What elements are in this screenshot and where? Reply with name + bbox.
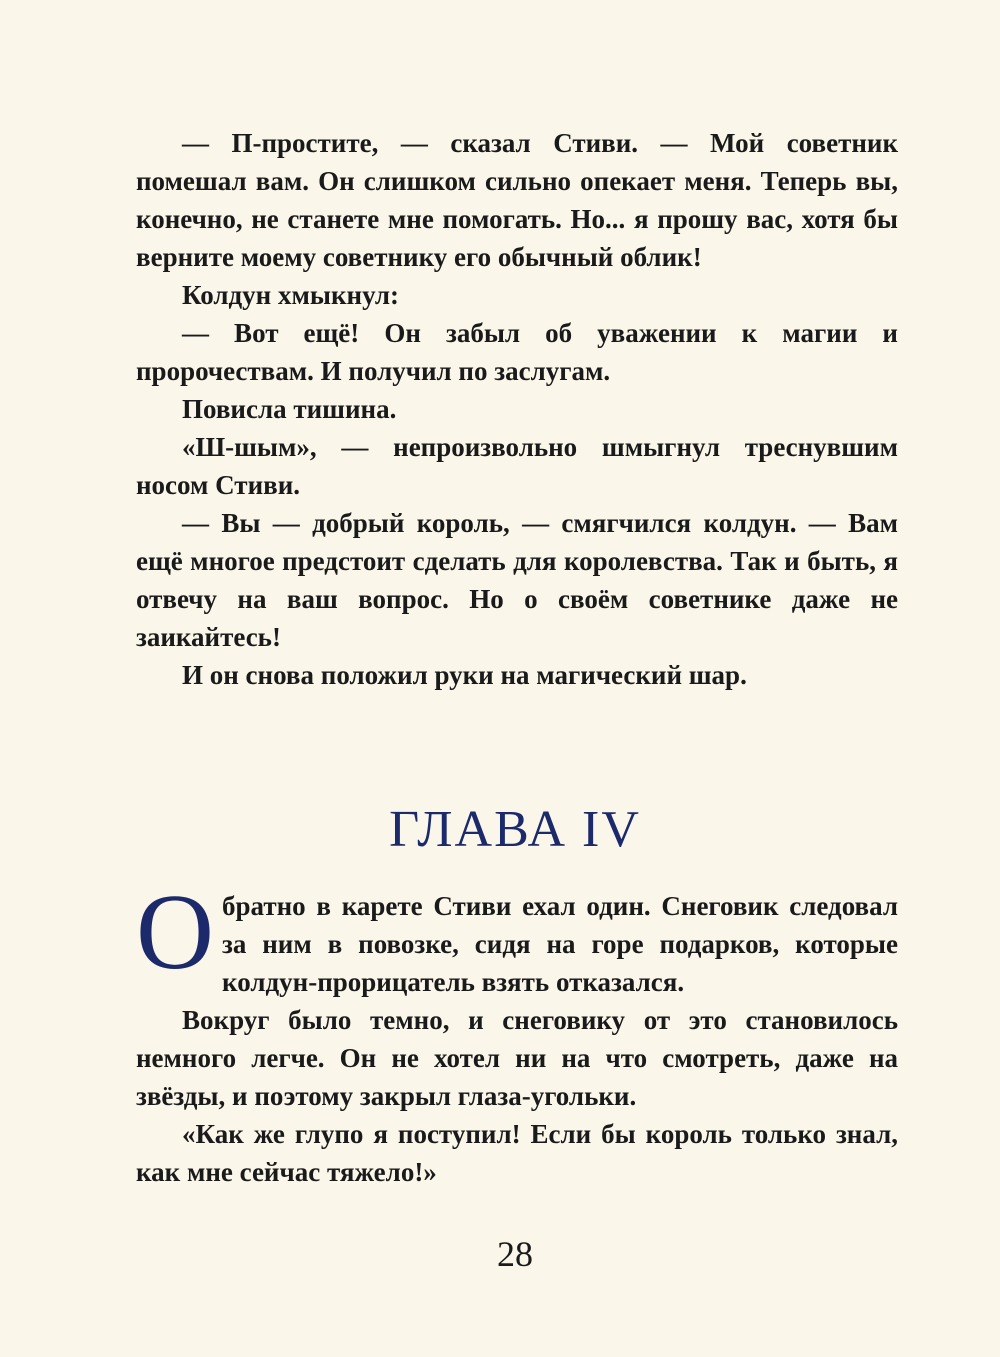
paragraph-3: — Вот ещё! Он забыл об уважении к магии и пророчествам. И получил по заслугам. [136, 318, 898, 386]
paragraph-4: Повисла тишина. [182, 394, 397, 424]
chapter-title: ГЛАВА IV [389, 801, 641, 858]
paragraph-1: — П-простите, — сказал Стиви. — Мой советник помешал вам. Он слишком сильно опекает меня. Теперь вы, конечно, не станете мне помогать. Но... я прошу вас, хотя бы верните моему советнику его обычный облик! [136, 128, 898, 272]
chapter-text-block [136, 873, 898, 1191]
chapter-first-paragraph-text: братно в карете Стиви ехал один. Снеговик следовал за ним в повозке, сидя на горе подарков, которые колдун-прорицатель взять отказался. [222, 891, 898, 997]
chapter-paragraph-3: «Как же глупо я поступил! Если бы король только знал, как мне сейчас тяжело!» [136, 1119, 898, 1187]
paragraph-5: «Ш-шым», — непроизвольно шмыгнул треснувшим носом Стиви. [136, 432, 898, 500]
drop-cap-letter: О [136, 873, 214, 992]
chapter-first-paragraph [136, 873, 898, 1001]
paragraph-7: И он снова положил руки на магический шар. [182, 660, 747, 690]
page-number: 28 [497, 1234, 533, 1274]
top-text-block [136, 124, 898, 694]
chapter-paragraph-2: Вокруг было темно, и снеговику от это становилось немного легче. Он не хотел ни на что смотреть, даже на звёзды, и поэтому закрыл глаза-угольки. [136, 1005, 898, 1111]
paragraph-2: Колдун хмыкнул: [182, 280, 400, 310]
paragraph-6: — Вы — добрый король, — смягчился колдун. — Вам ещё многое предстоит сделать для королевства. Так и быть, я отвечу на ваш вопрос. Но о своём советнике даже не заикайтесь! [136, 508, 898, 652]
